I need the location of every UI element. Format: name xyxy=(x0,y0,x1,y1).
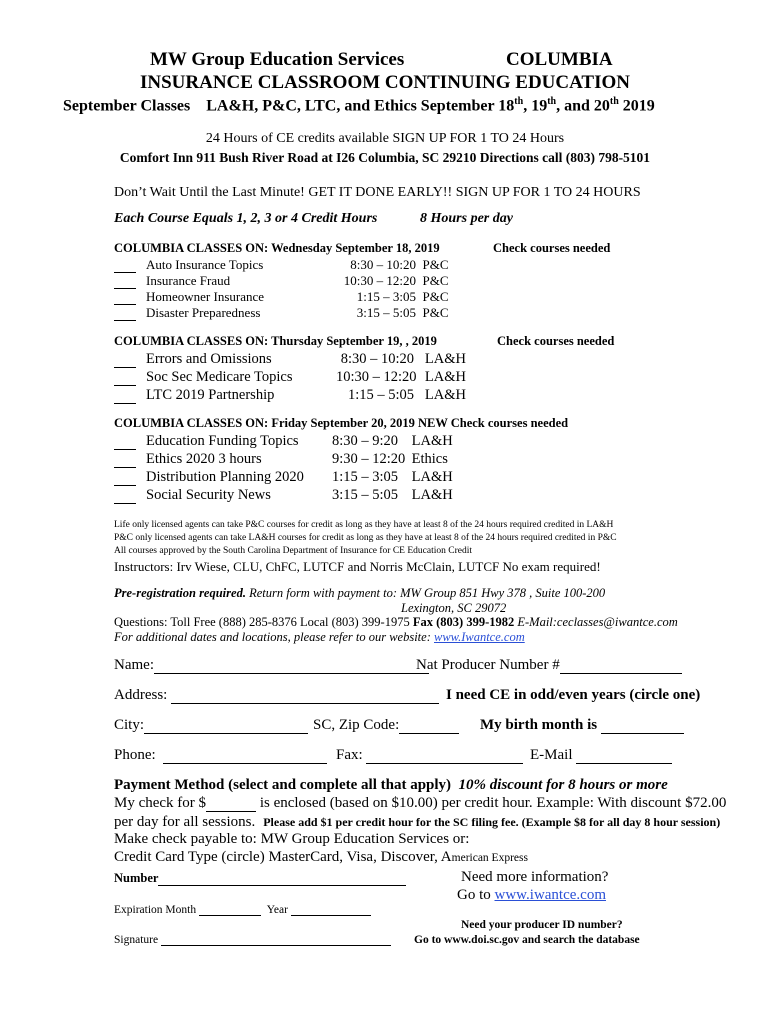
address-input[interactable] xyxy=(171,689,439,704)
name-input[interactable] xyxy=(154,659,429,674)
fax-field[interactable] xyxy=(336,747,523,764)
fax-label: Fax: xyxy=(336,747,363,763)
course-checkbox[interactable] xyxy=(114,371,136,386)
sup-th-3: th xyxy=(609,96,619,107)
course-checkbox[interactable] xyxy=(114,435,136,450)
course-name: Education Funding Topics xyxy=(146,433,299,449)
dont-wait-line: Don’t Wait Until the Last Minute! GET IT DONE EARLY!! SIGN UP FOR 1 TO 24 HOURS xyxy=(114,185,641,200)
course-name: LTC 2019 Partnership xyxy=(146,387,275,403)
course-time: 1:15 – 3:05 xyxy=(332,469,399,485)
day2-course-row[interactable] xyxy=(114,351,466,368)
day2-check-label: Check courses needed xyxy=(497,334,615,348)
zip-input[interactable] xyxy=(399,719,459,734)
course-type: LA&H xyxy=(424,351,466,367)
prereg-label: Pre-registration required. xyxy=(114,586,246,600)
day1-course-row[interactable] xyxy=(114,257,449,273)
phone-field[interactable] xyxy=(114,747,327,764)
per-day-text: per day for all sessions. xyxy=(114,814,256,830)
sub-heading-dates: LA&H, P&C, LTC, and Ethics September 18 xyxy=(206,97,515,115)
need-ce-line: I need CE in odd/even years (circle one) xyxy=(446,687,701,703)
go-to-line xyxy=(457,887,606,904)
day3-course-row[interactable] xyxy=(114,487,453,504)
day1-course-row[interactable] xyxy=(114,273,449,289)
producer-label: Nat Producer Number # xyxy=(416,657,560,673)
course-time: 10:30 – 12:20 xyxy=(336,369,417,385)
payment-heading-line xyxy=(114,777,668,794)
course-checkbox[interactable] xyxy=(114,453,136,468)
course-type: P&C xyxy=(422,289,449,304)
course-name: Insurance Fraud xyxy=(146,273,231,288)
course-time: 1:15 – 5:05 xyxy=(347,387,414,403)
name-label: Name: xyxy=(114,657,154,673)
sub-heading-year: 2019 xyxy=(618,97,655,115)
zip-label: SC, Zip Code: xyxy=(313,717,400,733)
birth-month-input[interactable] xyxy=(601,719,684,734)
producer-input[interactable] xyxy=(560,659,682,674)
card-number-label: Number xyxy=(114,871,159,885)
city-input[interactable] xyxy=(144,719,308,734)
course-checkbox[interactable] xyxy=(114,389,136,404)
course-type: Ethics xyxy=(411,451,448,467)
info-website-link[interactable]: www.iwantce.com xyxy=(494,887,606,903)
per-day-line xyxy=(114,813,720,831)
city-label: City: xyxy=(114,717,145,733)
doi-line: Go to www.doi.sc.gov and search the database xyxy=(414,934,640,946)
course-time: 8:30 – 10:20 xyxy=(350,257,416,272)
birth-month-label: My birth month is xyxy=(480,717,598,733)
website-link[interactable]: www.Iwantce.com xyxy=(434,630,525,644)
signature-input[interactable] xyxy=(161,934,391,946)
day3-label: COLUMBIA CLASSES ON: Friday September 20, 2019 NEW Check courses needed xyxy=(114,416,569,430)
need-id-line: Need your producer ID number? xyxy=(461,919,623,931)
course-name: Disaster Preparedness xyxy=(146,305,261,320)
go-to-text: Go to xyxy=(457,887,495,903)
day1-label: COLUMBIA CLASSES ON: Wednesday September 18, 2019 xyxy=(114,241,440,255)
card-type-line xyxy=(114,849,528,866)
day3-course-row[interactable] xyxy=(114,433,453,450)
card-number-input[interactable] xyxy=(158,873,406,886)
expiration-field[interactable] xyxy=(114,904,371,916)
discount-note: 10% discount for 8 hours or more xyxy=(458,777,668,793)
phone-input[interactable] xyxy=(163,749,327,764)
expiration-month-input[interactable] xyxy=(199,904,261,916)
amex-text: merican Express xyxy=(451,852,528,864)
year-label: Year xyxy=(266,904,288,916)
day1-course-row[interactable] xyxy=(114,305,449,321)
city-field[interactable] xyxy=(114,717,308,734)
check-label: My check for $ xyxy=(114,795,207,811)
course-checkbox[interactable] xyxy=(114,353,136,368)
course-time: 3:15 – 5:05 xyxy=(356,305,416,320)
sub-heading xyxy=(63,96,655,115)
expiration-year-input[interactable] xyxy=(291,904,371,916)
sup-th-1: th xyxy=(514,96,524,107)
day3-course-row[interactable] xyxy=(114,451,448,468)
check-line xyxy=(114,795,726,812)
course-time: 9:30 – 12:20 xyxy=(332,451,406,467)
producer-field[interactable] xyxy=(416,657,682,674)
prereg-line xyxy=(114,586,605,601)
signature-field[interactable] xyxy=(114,934,391,946)
note-pc-only: P&C only licensed agents can take LA&H courses for credit as long as they have at least 8 of the 24 hours required credited in P&C xyxy=(114,533,617,543)
sup-th-2: th xyxy=(547,96,557,107)
email-label: E-Mail xyxy=(530,747,573,763)
course-type: P&C xyxy=(422,273,449,288)
city-heading: COLUMBIA xyxy=(506,49,613,70)
additional-line xyxy=(114,630,525,645)
signature-label: Signature xyxy=(114,934,159,946)
filing-fee-note: Please add $1 per credit hour for the SC filing fee. (Example $8 for all day 8 hour session) xyxy=(263,815,721,829)
payment-heading: Payment Method (select and complete all that apply) xyxy=(114,777,452,793)
fax-input[interactable] xyxy=(366,749,523,764)
name-field[interactable] xyxy=(114,657,429,674)
sub-heading-20: , and 20 xyxy=(556,97,610,115)
location-line: Comfort Inn 911 Bush River Road at I26 Columbia, SC 29210 Directions call (803) 798-5101 xyxy=(119,150,651,165)
questions-line xyxy=(114,615,678,630)
course-checkbox[interactable] xyxy=(114,292,136,305)
course-type: LA&H xyxy=(411,469,453,485)
payable-line: Make check payable to: MW Group Education Services or: xyxy=(114,831,470,847)
expiration-label: Expiration Month xyxy=(114,904,197,916)
sub-heading-month: September Classes xyxy=(63,97,191,115)
course-time: 1:15 – 3:05 xyxy=(356,289,416,304)
course-name: Ethics 2020 3 hours xyxy=(146,451,262,467)
course-time: 8:30 – 10:20 xyxy=(340,351,414,367)
course-checkbox[interactable] xyxy=(114,471,136,486)
course-time: 10:30 – 12:20 xyxy=(343,273,416,288)
sub-heading-19: , 19 xyxy=(523,97,548,115)
phone-label: Phone: xyxy=(114,747,156,763)
course-name: Auto Insurance Topics xyxy=(146,257,264,272)
course-time: 3:15 – 5:05 xyxy=(332,487,399,503)
each-course-line: Each Course Equals 1, 2, 3 or 4 Credit Hours xyxy=(114,211,378,226)
course-checkbox[interactable] xyxy=(114,260,136,273)
fax-number: Fax (803) 399-1982 xyxy=(412,615,515,629)
day3-course-row[interactable] xyxy=(114,469,453,486)
birth-month-field[interactable] xyxy=(480,717,684,734)
check-text: is enclosed (based on $10.00) per credit hour. Example: With discount $72.00 xyxy=(256,795,727,811)
course-checkbox[interactable] xyxy=(114,489,136,504)
course-type: P&C xyxy=(422,257,449,272)
note-life-only: Life only licensed agents can take P&C courses for credit as long as they have at least 8 of the 24 hours required credited in LA&H xyxy=(114,520,614,530)
course-name: Soc Sec Medicare Topics xyxy=(146,369,293,385)
check-amount-input[interactable] xyxy=(206,797,256,812)
course-type: LA&H xyxy=(424,369,466,385)
day2-course-row[interactable] xyxy=(114,387,466,404)
course-name: Errors and Omissions xyxy=(146,351,272,367)
phone-numbers: Questions: Toll Free (888) 285-8376 Local (803) 399-1975 xyxy=(114,615,413,629)
course-type: LA&H xyxy=(411,433,453,449)
email-address: E-Mail:ceclasses@iwantce.com xyxy=(514,615,678,629)
instructors-line: Instructors: Irv Wiese, CLU, ChFC, LUTCF and Norris McClain, LUTCF No exam required! xyxy=(114,559,601,574)
course-name: Distribution Planning 2020 xyxy=(146,469,304,485)
return-address: Return form with payment to: MW Group 851 Hwy 378 , Suite 100-200 xyxy=(245,586,606,600)
email-field[interactable] xyxy=(530,747,672,764)
course-type: LA&H xyxy=(424,387,466,403)
day2-label: COLUMBIA CLASSES ON: Thursday September 19, , 2019 xyxy=(114,334,437,348)
note-approved: All courses approved by the South Carolina Department of Insurance for CE Education Credit xyxy=(114,546,472,556)
need-more-info: Need more information? xyxy=(461,869,609,885)
address-field[interactable] xyxy=(114,687,439,704)
course-checkbox[interactable] xyxy=(114,308,136,321)
course-checkbox[interactable] xyxy=(114,276,136,289)
course-name: Social Security News xyxy=(146,487,271,503)
email-input[interactable] xyxy=(576,749,672,764)
credits-line: 24 Hours of CE credits available SIGN UP FOR 1 TO 24 Hours xyxy=(205,131,565,146)
page-title: INSURANCE CLASSROOM CONTINUING EDUCATION xyxy=(139,72,630,93)
return-city: Lexington, SC 29072 xyxy=(401,601,507,615)
zip-field[interactable] xyxy=(313,717,459,734)
course-time: 8:30 – 9:20 xyxy=(332,433,399,449)
day2-course-row[interactable] xyxy=(114,369,466,386)
address-label: Address: xyxy=(114,687,168,703)
additional-text: For additional dates and locations, please refer to our website: xyxy=(114,630,434,644)
course-name: Homeowner Insurance xyxy=(146,289,265,304)
card-number-field[interactable] xyxy=(114,871,406,886)
course-type: LA&H xyxy=(411,487,453,503)
course-type: P&C xyxy=(422,305,449,320)
day1-course-row[interactable] xyxy=(114,289,449,305)
hours-per-day: 8 Hours per day xyxy=(420,211,513,226)
card-type-text: Credit Card Type (circle) MasterCard, Visa, Discover, A xyxy=(114,849,452,865)
org-name: MW Group Education Services xyxy=(150,49,405,70)
day1-check-label: Check courses needed xyxy=(493,241,611,255)
